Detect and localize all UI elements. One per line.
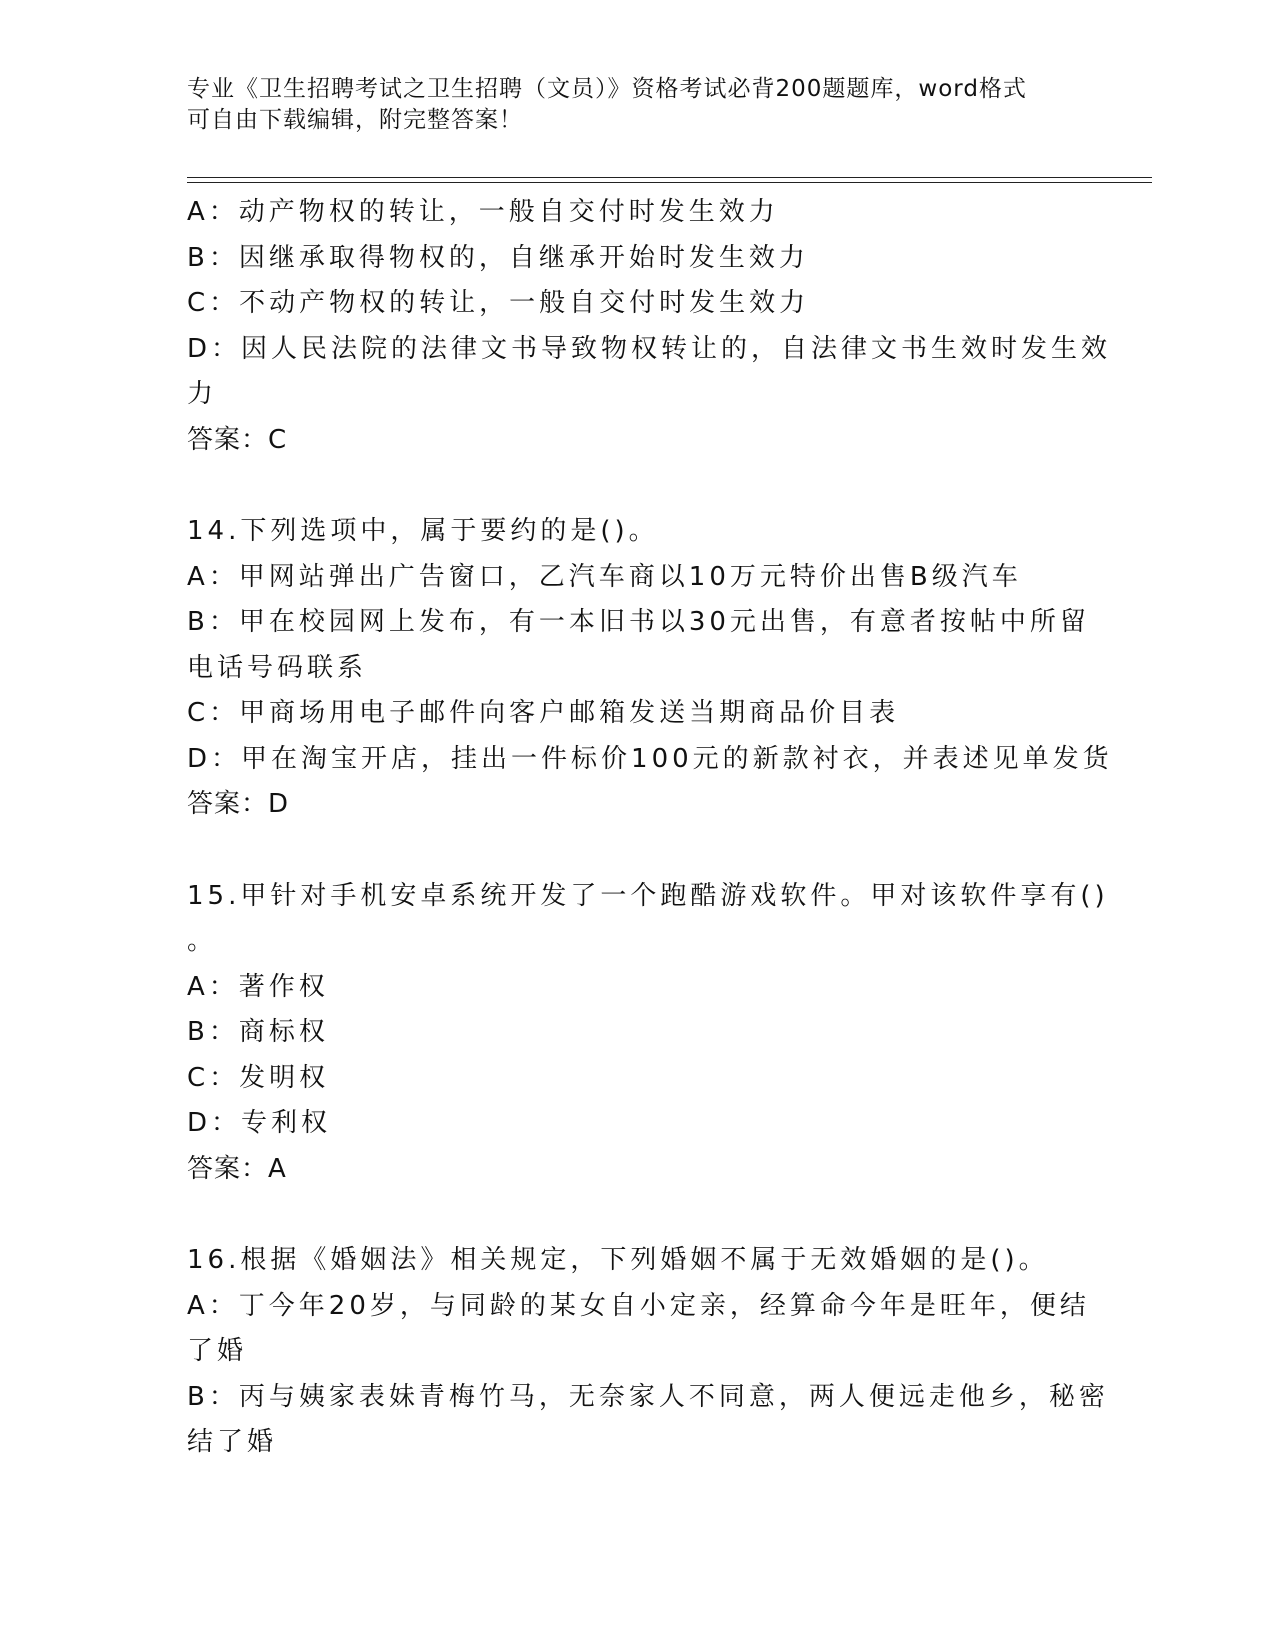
spacer [187,463,1067,509]
question-16 [187,1238,1109,1466]
question-stem: 14.下列选项中，属于要约的是()。 [187,516,659,546]
option-b-continued: 电话号码联系 [187,652,368,683]
option-b: B：因继承取得物权的，自继承开始时发生效力 [187,242,809,273]
option-a: A：动产物权的转让，一般自交付时发生效力 [187,197,779,227]
document-header [187,74,1067,136]
question-stem-continued: 。 [187,926,218,956]
option-b: B：甲在校园网上发布，有一本旧书以30元出售，有意者按帖中所留 [187,607,1090,637]
option-d-continued: 力 [187,379,218,409]
spacer [187,1192,1067,1238]
header-divider-top [187,177,1152,178]
answer: 答案：C [187,424,288,455]
option-b: B：商标权 [187,1017,329,1047]
option-a: A：甲网站弹出广告窗口，乙汽车商以10万元特价出售B级汽车 [187,561,1022,592]
header-divider-bottom [187,182,1152,183]
question-content [187,190,1113,1466]
option-b-continued: 结了婚 [187,1427,278,1457]
option-c: C：不动产物权的转让，一般自交付时发生效力 [187,288,810,318]
option-c: C：发明权 [187,1062,330,1093]
option-d: D：因人民法院的法律文书导致物权转让的，自法律文书生效时发生效 [187,333,1112,364]
option-a: A：丁今年20岁，与同龄的某女自小定亲，经算命今年是旺年，便结 [187,1290,1090,1321]
option-b: B：丙与姨家表妹青梅竹马，无奈家人不同意，两人便远走他乡，秘密 [187,1381,1109,1412]
option-d: D：专利权 [187,1108,332,1138]
header-line-2: 可自由下载编辑，附完整答案！ [187,107,523,133]
question-14 [187,509,1113,828]
question-15 [187,874,1109,1193]
answer: 答案：A [187,1153,287,1184]
question-stem: 16.根据《婚姻法》相关规定，下列婚姻不属于无效婚姻的是()。 [187,1245,1049,1275]
header-line-1: 专业《卫生招聘考试之卫生招聘（文员）》资格考试必背200题题库，word格式 [187,76,1027,102]
option-a: A：著作权 [187,971,329,1002]
spacer [187,828,1067,874]
option-c: C：甲商场用电子邮件向客户邮箱发送当期商品价目表 [187,698,900,728]
option-d: D：甲在淘宝开店，挂出一件标价100元的新款衬衣，并表述见单发货 [187,743,1113,774]
question-stem: 15.甲针对手机安卓系统开发了一个跑酷游戏软件。甲对该软件享有() [187,880,1109,911]
question-13 [187,190,1112,463]
answer: 答案：D [187,789,290,819]
option-a-continued: 了婚 [187,1336,248,1366]
